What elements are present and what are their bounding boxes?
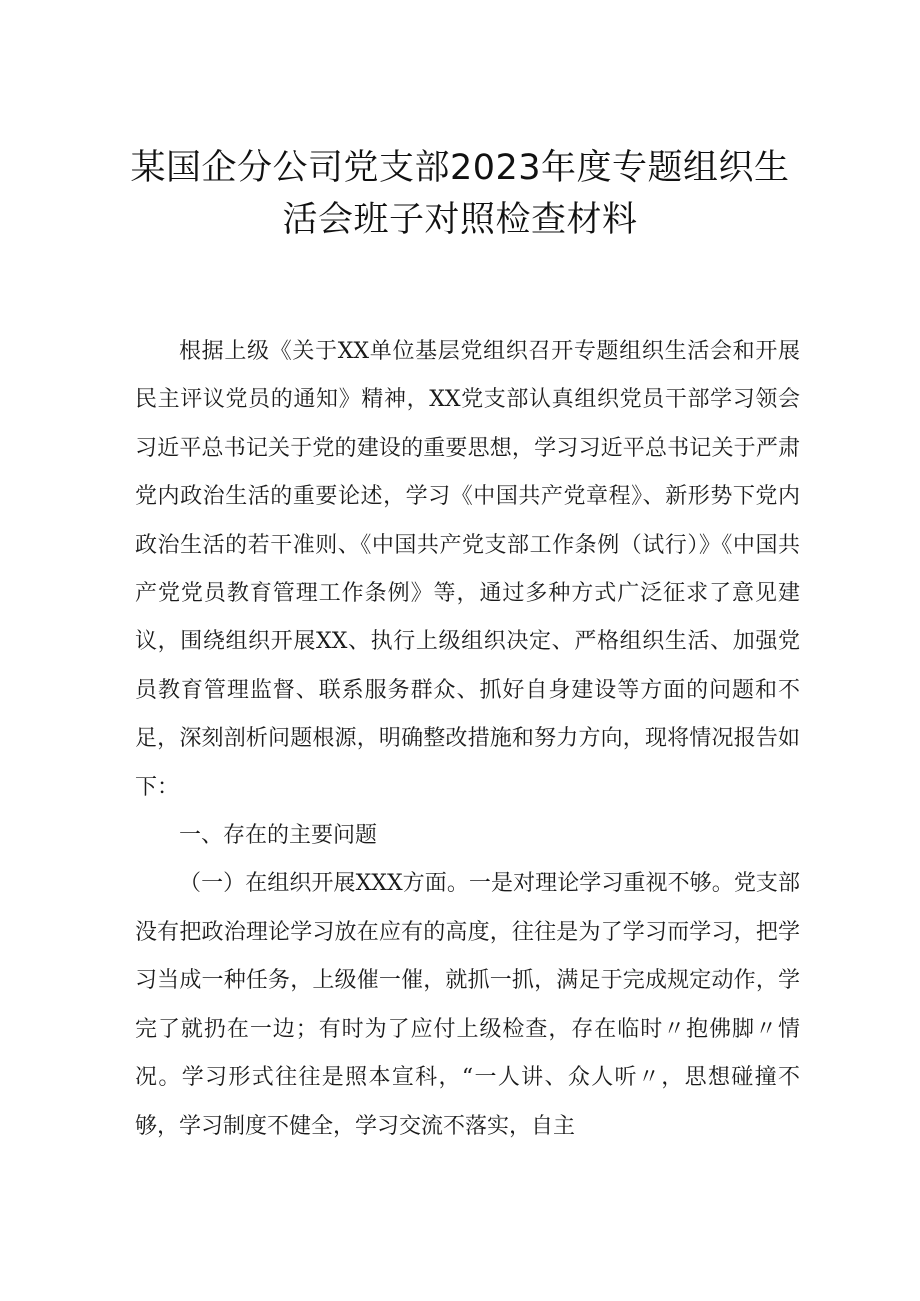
document-body (135, 328, 800, 1151)
document-title-line-2: 活会班子对照检查材料 (282, 200, 638, 240)
intro-paragraph: 根据上级《关于XX单位基层党组织召开专题组织生活会和开展民主评议党员的通知》精神，XX党支部认真组织党员干部学习领会习近平总书记关于党的建设的重要思想，学习习近平总书记关于严肃党内政治生活的重要论述，学习《中国共产党章程》、新形势下党内政治生活的若干准则、《中国共产党支部工作条例（试行）》《中国共产党党员教育管理工作条例》等，通过多种方式广泛征求了意见建议，围绕组织开展XX、执行上级组织决定、严格组织生活、加强党员教育管理监督、联系服务群众、抓好自身建设等方面的问题和不足，深刻剖析问题根源，明确整改措施和努力方向，现将情况报告如下： (135, 339, 800, 800)
document-title-line-1: 某国企分公司党支部2023年度专题组织生 (130, 148, 790, 188)
problem-paragraph-1: （一）在组织开展XXX方面。一是对理论学习重视不够。党支部没有把政治理论学习放在应有的高度，往往是为了学习而学习，把学习当成一种任务，上级催一催，就抓一抓，满足于完成规定动作，学完了就扔在一边；有时为了应付上级检查，存在临时〃抱佛脚〃情况。学习形式往往是照本宣科，“一人讲、众人听〃，思想碰撞不够，学习制度不健全，学习交流不落实，自主 (135, 871, 800, 1139)
section-heading-problems: 一、存在的主要问题 (179, 823, 378, 849)
